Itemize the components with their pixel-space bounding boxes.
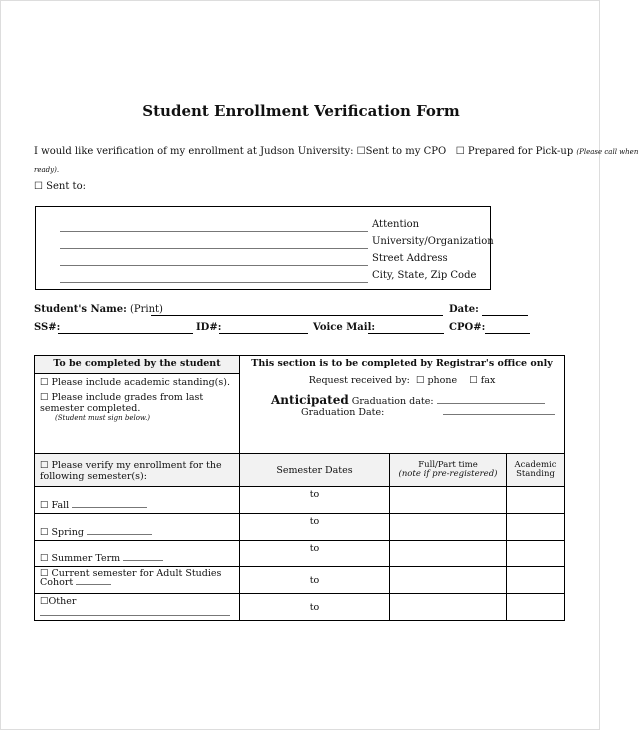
cohort-field[interactable] [76, 584, 111, 585]
cpo-field[interactable] [485, 333, 530, 334]
ss-label: SS#: [34, 322, 61, 333]
verify-enrollment-checkbox[interactable]: ☐ Please verify my enrollment for the following semester(s): [35, 454, 240, 487]
graduation-date-label: Graduation date: [351, 396, 434, 407]
date-range[interactable]: to [240, 567, 390, 594]
attention-label: Attention [372, 219, 420, 230]
print-label: (Print) [129, 304, 163, 315]
date-field[interactable] [482, 315, 528, 316]
table-row [35, 541, 565, 567]
full-part-cell[interactable] [390, 487, 507, 514]
full-part-cell[interactable] [390, 541, 507, 567]
summer-checkbox[interactable]: ☐ Summer Term [40, 553, 121, 564]
graduation-date-label-2: Graduation Date: [301, 407, 385, 418]
sent-to-cpo-checkbox[interactable]: ☐Sent to my CPO [356, 146, 447, 157]
summer-field[interactable] [123, 560, 163, 561]
fall-field[interactable] [72, 507, 147, 508]
pre-registered-note: (note if pre-registered) [398, 469, 498, 479]
organization-field[interactable] [60, 248, 368, 249]
street-label: Street Address [372, 253, 448, 264]
student-name-field[interactable] [151, 315, 443, 316]
date-range[interactable]: to [240, 514, 390, 541]
cpo-label: CPO#: [449, 322, 486, 333]
semester-dates-header: Semester Dates [240, 454, 390, 487]
request-received-label: Request received by: [308, 375, 410, 386]
table-row [35, 514, 565, 541]
registrar-section-header: This section is to be completed by Registrar's office only [251, 358, 553, 369]
sign-note: (Student must sign below.) [55, 414, 151, 422]
form-title: Student Enrollment Verification Form [142, 102, 460, 120]
ss-field[interactable] [58, 333, 193, 334]
id-label: ID#: [196, 322, 222, 333]
full-part-cell[interactable] [390, 567, 507, 594]
city-field[interactable] [60, 282, 368, 283]
fall-checkbox[interactable]: ☐ Fall [40, 500, 70, 511]
table-row [35, 487, 565, 514]
pickup-checkbox[interactable]: ☐ Prepared for Pick-up [455, 146, 574, 157]
standing-cell[interactable] [507, 594, 565, 621]
standing-cell[interactable] [507, 487, 565, 514]
date-label: Date: [449, 304, 479, 315]
anticipated-label: Anticipated [271, 393, 349, 407]
table-row [35, 567, 565, 594]
grades-checkbox[interactable]: ☐ Please include grades from last semester completed. [40, 392, 204, 414]
pickup-note: ready). [34, 166, 60, 174]
spring-field[interactable] [87, 534, 152, 535]
attention-field[interactable] [60, 231, 368, 232]
academic-standing-checkbox[interactable]: ☐ Please include academic standing(s). [40, 377, 230, 388]
standing-cell[interactable] [507, 567, 565, 594]
student-section-header: To be completed by the student [35, 356, 240, 374]
voice-mail-label: Voice Mail: [313, 322, 376, 333]
academic-standing-header: Academic Standing [507, 454, 565, 487]
fax-checkbox[interactable]: ☐ fax [469, 375, 496, 386]
standing-cell[interactable] [507, 514, 565, 541]
date-range[interactable]: to [240, 487, 390, 514]
enrollment-table [34, 355, 565, 621]
voice-mail-field[interactable] [368, 333, 444, 334]
date-range[interactable]: to [240, 594, 390, 621]
date-range[interactable]: to [240, 541, 390, 567]
student-name-label: Student's Name: [34, 304, 127, 315]
phone-checkbox[interactable]: ☐ phone [415, 375, 458, 386]
street-field[interactable] [60, 265, 368, 266]
other-field[interactable] [40, 615, 230, 616]
id-field[interactable] [219, 333, 308, 334]
full-part-time-header: Full/Part time [418, 460, 478, 470]
city-label: City, State, Zip Code [372, 270, 477, 281]
intro-text: I would like verification of my enrollment at Judson University: ☐Sent to my CPO ☐ Prepared for Pick-up (Please call when [34, 146, 638, 157]
full-part-cell[interactable] [390, 594, 507, 621]
other-checkbox[interactable]: ☐Other [40, 596, 77, 607]
registrar-section [240, 356, 565, 454]
spring-checkbox[interactable]: ☐ Spring [40, 527, 84, 538]
sent-to-checkbox[interactable]: ☐ Sent to: [34, 181, 86, 192]
organization-label: University/Organization [372, 236, 494, 247]
graduation-date-field-2[interactable] [443, 414, 555, 415]
full-part-cell[interactable] [390, 514, 507, 541]
adult-studies-checkbox[interactable]: ☐ Current semester for Adult Studies Cohort [40, 568, 222, 588]
table-row [35, 594, 565, 621]
standing-cell[interactable] [507, 541, 565, 567]
graduation-date-field[interactable] [437, 403, 545, 404]
